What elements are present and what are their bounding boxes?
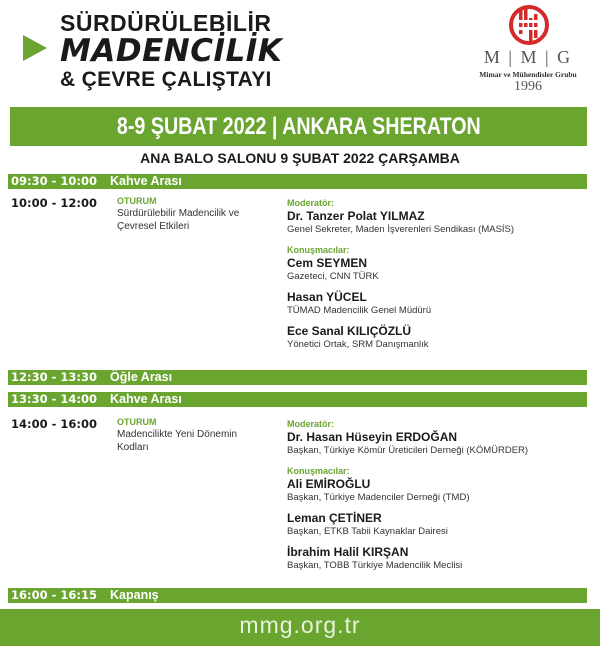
break-label: Öğle Arası [110, 370, 173, 384]
session-title: Sürdürülebilir Madencilik ve Çevresel Etkileri [117, 208, 240, 232]
speaker-title: Yönetici Ortak, SRM Danışmanlık [287, 339, 429, 350]
session-people [287, 198, 597, 350]
speaker-title: Gazeteci, CNN TÜRK [287, 271, 379, 282]
event-title-line2: MADENCİLİK [60, 33, 283, 69]
logo-subtitle: Mimar ve Mühendisler Grubu [479, 70, 577, 79]
speakers-label: Konuşmacılar: [287, 245, 350, 255]
break-time: 09:30 - 10:00 [11, 174, 97, 188]
moderator-name: Dr. Tanzer Polat YILMAZ [287, 209, 425, 223]
session-time: 10:00 - 12:00 [11, 196, 97, 210]
break-label: Kapanış [110, 588, 159, 602]
session-kicker: OTURUM [117, 417, 157, 427]
speaker-name: Cem SEYMEN [287, 256, 368, 270]
moderator-name: Dr. Hasan Hüseyin ERDOĞAN [287, 430, 458, 444]
footer [0, 609, 600, 646]
speaker-name: Ece Sanal KILIÇÖZLÜ [287, 324, 412, 338]
header [0, 0, 600, 100]
logo-letters: M | M | G [483, 47, 573, 67]
speaker-name: Ali EMİROĞLU [287, 477, 371, 491]
schedule-break-row [8, 174, 587, 189]
event-title-line1: SÜRDÜRÜLEBİLİR [60, 10, 272, 36]
mmg-logo-mark-icon [508, 4, 550, 46]
date-venue-banner [10, 107, 587, 146]
schedule-break-row [8, 370, 587, 385]
speaker-title: Başkan, Türkiye Madenciler Derneği (TMD) [287, 492, 470, 503]
speaker-name: Leman ÇETİNER [287, 511, 382, 525]
session-time: 14:00 - 16:00 [11, 417, 97, 431]
logo-year: 1996 [514, 79, 542, 94]
break-time: 13:30 - 14:00 [11, 392, 97, 406]
speaker-name: Hasan YÜCEL [287, 290, 367, 304]
play-arrow-icon [23, 35, 47, 61]
schedule-break-row [8, 392, 587, 407]
speaker-name: İbrahim Halil KIRŞAN [287, 545, 409, 559]
event-title-line3: & ÇEVRE ÇALIŞTAYI [60, 68, 272, 91]
speaker-title: TÜMAD Madencilik Genel Müdürü [287, 305, 432, 316]
break-label: Kahve Arası [110, 392, 182, 406]
banner-text: 8-9 ŞUBAT 2022 | ANKARA SHERATON [116, 113, 481, 140]
moderator-label: Moderatör: [287, 419, 334, 429]
break-time: 12:30 - 13:30 [11, 370, 97, 384]
break-time: 16:00 - 16:15 [11, 588, 97, 602]
session-kicker: OTURUM [117, 196, 157, 206]
schedule-break-row [8, 588, 587, 603]
hall-date-subtitle: ANA BALO SALONU 9 ŞUBAT 2022 ÇARŞAMBA [140, 150, 460, 166]
session-people [287, 419, 597, 571]
moderator-label: Moderatör: [287, 198, 334, 208]
mmg-logo [468, 2, 588, 97]
moderator-title: Genel Sekreter, Maden İşverenleri Sendikası (MASİS) [287, 224, 515, 235]
moderator-title: Başkan, Türkiye Kömür Üreticileri Derneği (KÖMÜRDER) [287, 445, 529, 456]
break-label: Kahve Arası [110, 174, 182, 188]
speakers-label: Konuşmacılar: [287, 466, 350, 476]
speaker-title: Başkan, TOBB Türkiye Madencilik Meclisi [287, 560, 463, 571]
session-title: Madencilikte Yeni Dönemin Kodları [117, 429, 238, 453]
speaker-title: Başkan, ETKB Tabii Kaynaklar Dairesi [287, 526, 448, 537]
website-link[interactable]: mmg.org.tr [239, 612, 361, 638]
